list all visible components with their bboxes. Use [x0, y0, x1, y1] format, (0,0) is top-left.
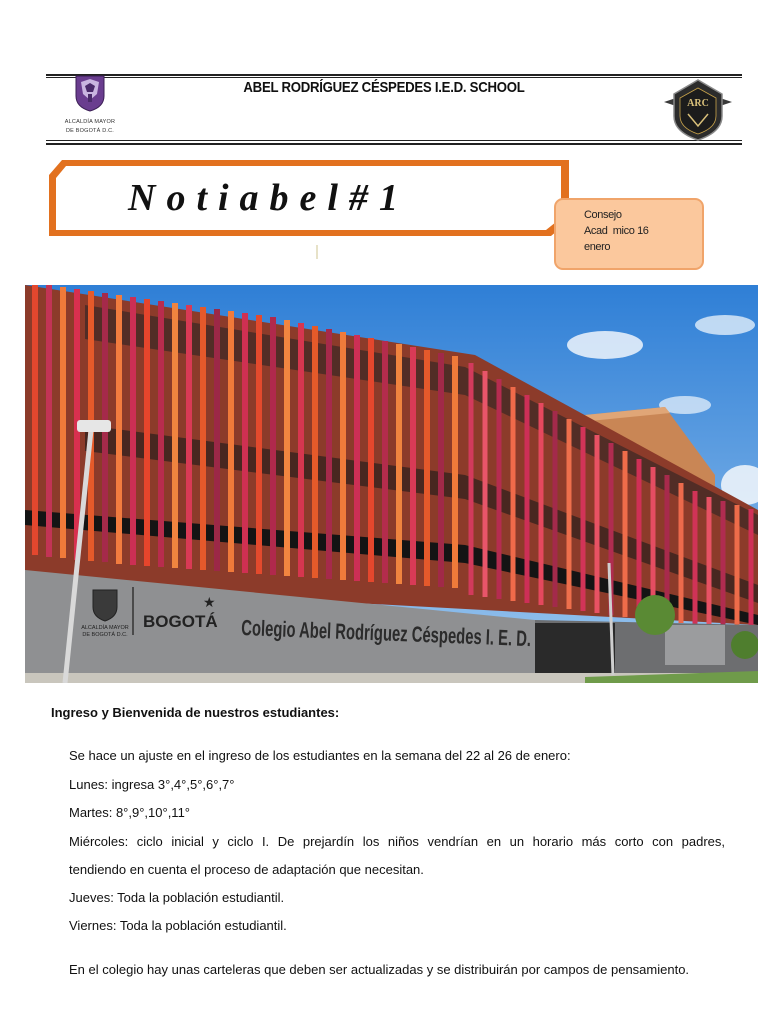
side-note-line-3: enero [584, 241, 611, 253]
sign-entity-2: DE BOGOTÁ D.C. [82, 632, 128, 638]
paragraph-monday: Lunes: ingresa 3°,4°,5°,6°,7° [69, 777, 235, 792]
divider-tick [316, 245, 318, 259]
header-top-rule-2 [46, 77, 742, 78]
paragraph-wednesday-cont: tendiendo en cuenta el proceso de adaptación que necesitan. [69, 862, 424, 877]
side-note-line-1: Consejo [584, 209, 622, 221]
school-emblem-icon [660, 76, 736, 142]
sign-crest-icon [93, 590, 117, 621]
paragraph-tuesday: Martes: 8°,9°,10°,11° [69, 805, 190, 820]
side-note [584, 207, 649, 255]
alcaldia-caption-1: ALCALDÍA MAYOR [64, 119, 116, 125]
sign-star-icon: ★ [203, 595, 216, 611]
paragraph-thursday: Jueves: Toda la población estudiantil. [69, 890, 285, 905]
paragraph-intro: Se hace un ajuste en el ingreso de los estudiantes en la semana del 22 al 26 de enero: [69, 748, 571, 763]
paragraph-friday: Viernes: Toda la población estudiantil. [69, 918, 287, 933]
school-name: ABEL RODRÍGUEZ CÉSPEDES I.E.D. SCHOOL [243, 79, 525, 96]
header-top-rule [46, 74, 742, 76]
header-bottom-rule-2 [46, 143, 742, 145]
side-note-line-2: Acad mico 16 [584, 225, 649, 237]
emblem-text: ARC [687, 98, 709, 109]
paragraph-carteleras: En el colegio hay unas carteleras que deben ser actualizadas y se distribuirán por campos de pensamiento. [69, 962, 690, 977]
sign-school: Colegio Abel Rodríguez Céspedes I. E. D. [240, 615, 673, 657]
paragraph-wednesday: Miércoles: ciclo inicial y ciclo I. De prejardín los niños vendrían en un horario más corto con padres, [69, 834, 725, 849]
header-bottom-rule [46, 140, 742, 141]
newsletter-title: Notiabel#1 [128, 177, 409, 219]
alcaldia-caption-2: DE BOGOTÁ D.C. [65, 127, 115, 134]
sign-entity-1: ALCALDÍA MAYOR [81, 625, 129, 631]
school-building-photo [25, 285, 758, 683]
sign-city: BOGOTÁ [143, 612, 218, 631]
section-heading: Ingreso y Bienvenida de nuestros estudiantes: [51, 705, 340, 720]
